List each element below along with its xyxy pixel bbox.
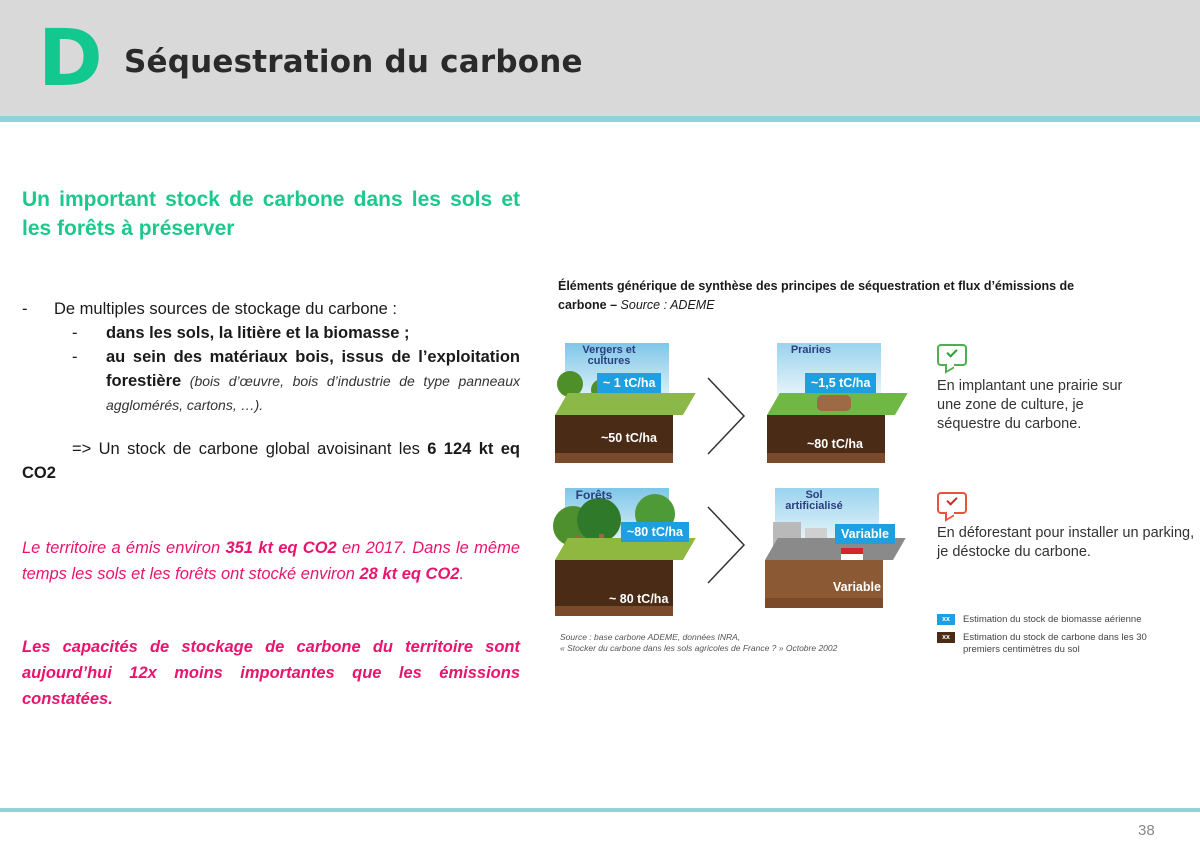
bullet-dash: - — [72, 348, 78, 366]
biomass-value-tag: ~ 1 tC/ha — [597, 373, 661, 393]
sequestration-message: En implantant une prairie sur une zone de culture, je séquestre du carbone. — [937, 378, 1123, 432]
section-letter: D — [38, 14, 103, 104]
page-number: 38 — [1138, 822, 1155, 839]
storage-value: 28 kt eq CO2 — [359, 565, 460, 583]
check-bubble-icon — [937, 344, 967, 366]
tile-label: Vergers et cultures — [582, 344, 636, 367]
section-subtitle: Un important stock de carbone dans les sols et les forêts à préserver — [22, 188, 520, 240]
legend-label: Estimation du stock de biomasse aérienne — [963, 614, 1142, 625]
check-bubble-icon — [937, 492, 967, 514]
tile-label: Forêts — [575, 488, 613, 502]
tile-sol-artificialise — [765, 488, 893, 618]
tile-label: Sol artificialisé — [785, 489, 843, 512]
chevron-right-icon — [706, 376, 746, 456]
bullet-item — [22, 297, 520, 321]
biomass-value-tag: ~1,5 tC/ha — [805, 373, 876, 393]
figure-source — [560, 632, 837, 654]
footer-divider — [0, 808, 1200, 812]
sub-bullet-bold: dans les sols, la litière et la biomasse ; — [106, 324, 410, 342]
sub-bullet-item — [72, 345, 520, 417]
bullet-dash: - — [72, 324, 78, 342]
source-line: Source : base carbone ADEME, données INRA, — [560, 632, 741, 642]
header-divider — [0, 116, 1200, 122]
emissions-statement — [22, 535, 520, 587]
chevron-right-icon — [706, 505, 746, 585]
source-line: « Stocker du carbone dans les sols agricoles de France ? » Octobre 2002 — [560, 643, 838, 653]
bullet-list — [22, 297, 520, 417]
legend-swatch-blue: xx — [937, 614, 955, 625]
conclusion-value: 6 124 kt eq CO2 — [22, 440, 520, 482]
biomass-value-tag: ~80 tC/ha — [621, 522, 689, 542]
destocking-message: En déforestant pour installer un parking, je déstocke du carbone. — [937, 525, 1195, 560]
soil-value-tag: Variable — [833, 580, 881, 594]
emissions-text: . — [459, 565, 465, 583]
header-bar — [0, 0, 1200, 116]
sub-bullet-text — [106, 321, 410, 345]
conclusion-text: => Un stock de carbone global avoisinant les — [72, 440, 428, 458]
soil-layer — [555, 560, 673, 616]
tile-forets — [555, 488, 683, 618]
caption-source: Source : ADEME — [620, 298, 715, 312]
bullet-dash: - — [22, 300, 28, 318]
soil-value-tag: ~80 tC/ha — [807, 437, 863, 451]
emissions-value: 351 kt eq CO2 — [225, 539, 337, 557]
sub-bullet-text — [106, 345, 520, 417]
sub-bullet-italic: (bois d’œuvre, bois d’industrie de type panneaux agglomérés, cartons, …). — [106, 373, 520, 413]
figure-caption — [558, 277, 1118, 315]
tile-label: Prairies — [790, 344, 832, 356]
emissions-text: Le territoire a émis environ — [22, 539, 226, 557]
biomass-value-tag: Variable — [835, 524, 895, 544]
soil-value-tag: ~50 tC/ha — [601, 431, 657, 445]
page-title: Séquestration du carbone — [124, 44, 583, 80]
capacity-statement: Les capacités de stockage de carbone du territoire sont aujourd’hui 12x moins importantes que les émissions constatées. — [22, 638, 520, 708]
stock-conclusion — [22, 437, 520, 485]
legend-swatch-brown: xx — [937, 632, 955, 643]
emissions-text: en 2017. Dans le même temps les sols et les forêts ont stocké environ — [22, 539, 520, 583]
soil-value-tag: ~ 80 tC/ha — [609, 592, 669, 606]
bullet-text: De multiples sources de stockage du carbone : — [54, 300, 398, 318]
cow-illustration — [817, 395, 851, 411]
legend-item-soil — [937, 632, 1177, 656]
ground-surface — [555, 393, 696, 415]
legend-item-biomass — [937, 614, 1142, 626]
sub-bullet-bold: au sein des matériaux bois, issus de l’exploitation forestière — [106, 348, 520, 390]
caption-title: Éléments générique de synthèse des principes de séquestration et flux d’émissions de carbone – — [558, 279, 1075, 312]
tile-prairies — [767, 343, 895, 473]
tile-vergers-cultures — [555, 343, 683, 473]
legend-label: Estimation du stock de carbone dans les 30 premiers centimètres du sol — [963, 632, 1147, 655]
sub-bullet-item — [72, 321, 520, 345]
